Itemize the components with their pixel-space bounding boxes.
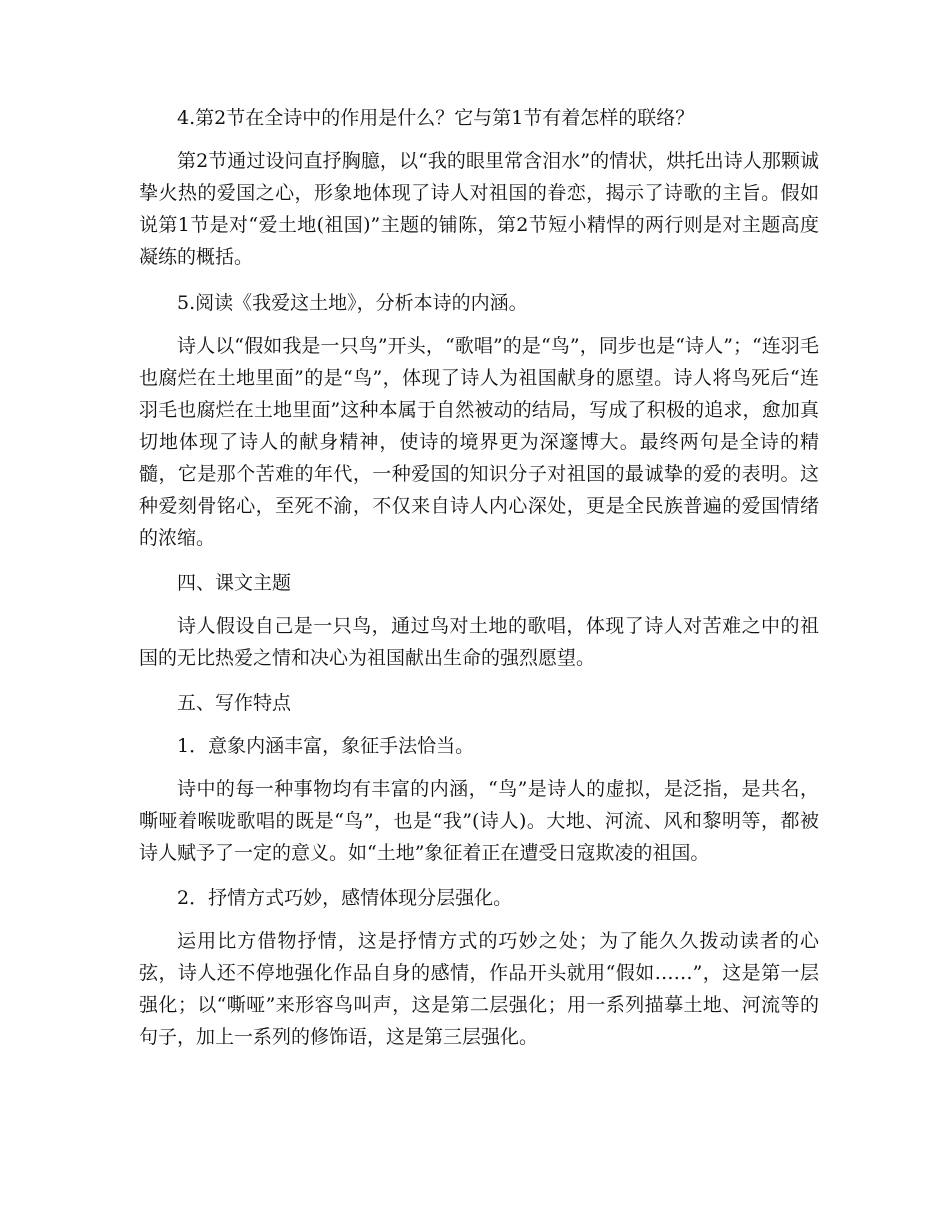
question-5: 5.阅读《我爱这土地》，分析本诗的内涵。 bbox=[177, 292, 528, 314]
feature-2-paragraph: 运用比方借物抒情，这是抒情方式的巧妙之处；为了能久久拨动读者的心弦，诗人还不停地强化作品自身的感情，作品开头就用“假如……”，这是第一层强化；以“嘶哑”来形容鸟叫声，这是第二层强化；用一系列描摹土地、河流等的句子，加上一系列的修饰语，这是第三层强化。 bbox=[139, 930, 819, 1048]
question-4: 4.第2节在全诗中的作用是什么？它与第1节有着怎样的联络？ bbox=[177, 107, 695, 129]
document-body bbox=[139, 102, 819, 1053]
answer-5-paragraph: 诗人以“假如我是一只鸟”开头，“歌唱”的是“鸟”，同步也是“诗人”；“连羽毛也腐烂在土地里面”的是“鸟”，体现了诗人为祖国献身的愿望。诗人将鸟死后“连羽毛也腐烂在土地里面”这种本属于自然被动的结局，写成了积极的追求，愈加真切地体现了诗人的献身精神，使诗的境界更为深邃博大。最终两句是全诗的精髓，它是那个苦难的年代，一种爱国的知识分子对祖国的最诚挚的爱的表明。这种爱刻骨铭心，至死不渝，不仅来自诗人内心深处，更是全民族普遍的爱国情绪的浓缩。 bbox=[139, 335, 819, 549]
section-heading-theme: 四、课文主题 bbox=[177, 572, 292, 594]
answer-4-paragraph: 第2节通过设问直抒胸臆，以“我的眼里常含泪水”的情状，烘托出诗人那颗诚挚火热的爱国之心，形象地体现了诗人对祖国的眷恋，揭示了诗歌的主旨。假如说第1节是对“爱土地(祖国)”主题的铺陈，第2节短小精悍的两行则是对主题高度凝练的概括。 bbox=[139, 150, 819, 268]
feature-1-paragraph: 诗中的每一种事物均有丰富的内涵，“鸟”是诗人的虚拟，是泛指，是共名，嘶哑着喉咙歌唱的既是“鸟”，也是“我”(诗人)。大地、河流、风和黎明等，都被诗人赋予了一定的意义。如“土地”象征着正在遭受日寇欺凌的祖国。 bbox=[139, 778, 819, 864]
theme-paragraph: 诗人假设自己是一只鸟，通过鸟对土地的歌唱，体现了诗人对苦难之中的祖国的无比热爱之情和决心为祖国献出生命的强烈愿望。 bbox=[139, 615, 819, 669]
feature-2-heading: 2．抒情方式巧妙，感情体现分层强化。 bbox=[177, 887, 513, 909]
section-heading-writing-features: 五、写作特点 bbox=[177, 692, 292, 714]
feature-1-heading: 1．意象内涵丰富，象征手法恰当。 bbox=[177, 735, 475, 757]
